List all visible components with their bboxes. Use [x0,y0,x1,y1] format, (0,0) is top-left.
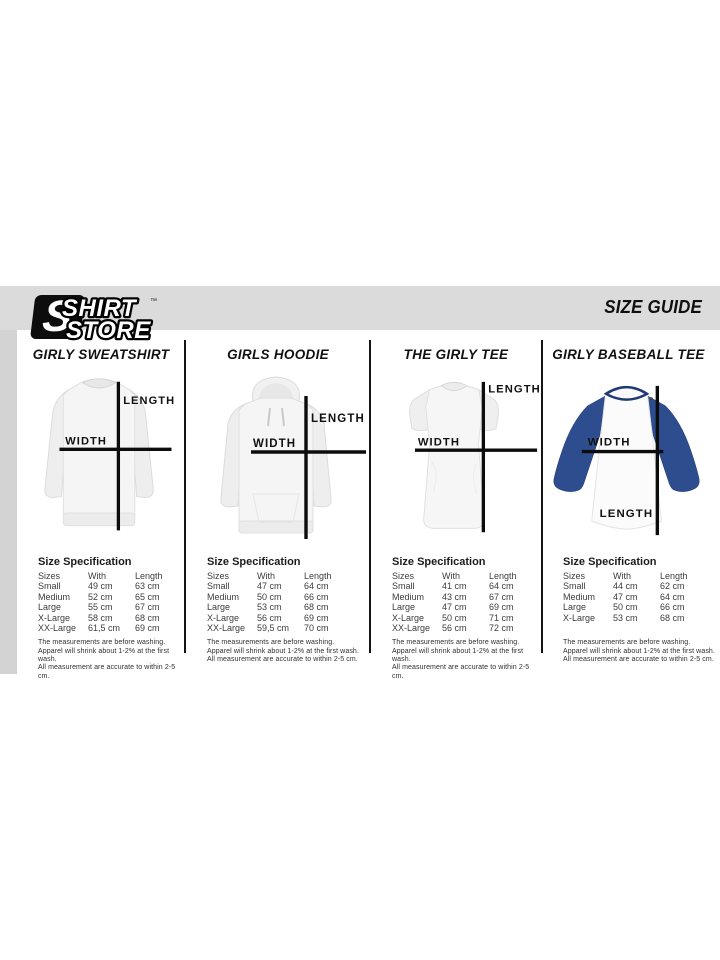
length-cell: 67 cm [489,591,514,602]
length-cell: 71 cm [489,612,514,623]
col-header-sizes: Sizes [207,571,230,581]
length-label: LENGTH [599,508,654,521]
body-shape [424,385,485,529]
table-row [563,613,715,623]
col-header-sizes: Sizes [563,571,586,581]
note-line: All measurement are accurate to within 2-5 cm. [38,664,176,680]
length-cell: 68 cm [660,612,685,623]
spec-rows [563,581,715,633]
table-row [563,581,715,591]
table-row [207,581,370,591]
hem-band [63,513,134,526]
size-spec [542,556,715,664]
table-row [38,613,185,623]
size-cell: X-Large [207,612,240,623]
length-cell: 69 cm [489,602,514,613]
note-line: The measurements are before washing. [563,639,691,647]
table-row [392,602,541,612]
width-cell: 53 cm [257,602,282,613]
width-label: WIDTH [253,438,297,450]
spec-heading: Size Specification [392,556,486,568]
measurement-notes [563,639,715,664]
table-row [392,592,541,602]
length-cell: 72 cm [489,623,514,634]
size-cell: Medium [563,591,596,602]
logo-s-icon: S [40,292,76,341]
width-cell: 53 cm [613,612,638,623]
product-title: GIRLY SWEATSHIRT [32,347,170,362]
length-cell: 62 cm [660,581,685,592]
size-cell: Medium [38,591,71,602]
width-cell: 50 cm [257,591,282,602]
width-cell: 50 cm [613,602,638,613]
size-cell: Medium [392,591,425,602]
col-header-sizes: Sizes [392,571,415,581]
spec-header-row [563,571,715,581]
spec-heading: Size Specification [207,556,301,568]
note-line: The measurements are before washing. [38,639,166,647]
width-label: WIDTH [417,436,461,449]
width-cell: 58 cm [88,612,113,623]
size-cell: Small [207,581,230,592]
col-header-width: With [88,571,106,581]
product-column-baseball-tee [542,330,715,672]
width-cell: 49 cm [88,581,113,592]
col-header-width: With [442,571,460,581]
note-line: Apparel will shrink about 1-2% at the first wash. [38,647,170,663]
length-cell: 68 cm [135,612,160,623]
col-header-length: Length [304,571,332,581]
measurement-notes [207,639,370,664]
size-cell: Small [392,581,415,592]
width-cell: 47 cm [613,591,638,602]
note-line: Apparel will shrink about 1-2% at the first wash. [207,647,359,655]
width-label: WIDTH [587,436,631,449]
spec-rows [207,581,370,633]
spec-heading: Size Specification [563,556,657,568]
hem-band [239,521,313,533]
length-label: LENGTH [488,383,541,396]
size-cell: Small [38,581,61,592]
length-cell: 70 cm [304,623,329,634]
length-label: LENGTH [123,394,176,407]
hoodie-illustration [186,374,370,546]
width-cell: 52 cm [88,591,113,602]
measurement-notes [392,639,541,680]
tee-illustration [371,374,541,546]
width-cell: 56 cm [257,612,282,623]
size-spec [186,556,370,664]
note-line: All measurement are accurate to within 2-5 cm. [207,656,358,663]
note-line: Apparel will shrink about 1-2% at the first wash. [563,647,715,655]
note-line: All measurement are accurate to within 2-5 cm. [392,664,530,680]
spec-heading: Size Specification [38,556,132,568]
table-row [392,613,541,623]
col-header-sizes: Sizes [38,571,61,581]
size-cell: Large [207,602,231,613]
width-cell: 43 cm [442,591,467,602]
brand-line1: SHIRT [62,295,137,322]
size-cell: XX-Large [392,623,431,634]
left-margin-strip [0,330,17,674]
note-line: Apparel will shrink about 1-2% at the first wash. [392,647,524,663]
length-cell: 63 cm [135,581,160,592]
table-row [207,613,370,623]
product-column-sweatshirt [17,330,185,680]
size-cell: Large [392,602,416,613]
spec-rows [392,581,541,633]
length-cell: 64 cm [489,581,514,592]
product-title: GIRLY BASEBALL TEE [552,347,705,362]
size-cell: X-Large [392,612,425,623]
size-cell: Large [38,602,62,613]
length-cell: 64 cm [660,591,685,602]
spec-header-row [392,571,541,581]
product-title: THE GIRLY TEE [403,347,509,362]
length-label: LENGTH [311,413,365,425]
width-cell: 56 cm [442,623,467,634]
table-row [207,623,370,633]
measurement-notes [38,639,185,680]
spec-header-row [207,571,370,581]
size-cell: XX-Large [38,623,77,634]
table-row [563,592,715,602]
table-row [563,602,715,612]
width-cell: 61,5 cm [88,623,121,634]
size-cell: Small [563,581,586,592]
brand-line2: STORE [66,317,151,344]
length-cell: 69 cm [304,612,329,623]
spec-rows [38,581,185,633]
length-cell: 66 cm [660,602,685,613]
table-row [207,602,370,612]
body-shape [239,398,313,533]
table-row [38,623,185,633]
col-header-length: Length [135,571,163,581]
width-cell: 59,5 cm [257,623,290,634]
page-title: SIZE GUIDE [604,297,702,317]
col-header-length: Length [660,571,688,581]
note-line: All measurement are accurate to within 2-5 cm. [563,656,714,663]
table-row [392,623,541,633]
length-cell: 64 cm [304,581,329,592]
length-cell: 65 cm [135,591,160,602]
col-header-width: With [257,571,275,581]
size-cell: X-Large [563,612,596,623]
col-header-length: Length [489,571,517,581]
length-cell: 68 cm [304,602,329,613]
width-cell: 44 cm [613,581,638,592]
table-row [38,602,185,612]
width-cell: 47 cm [257,581,282,592]
product-column-tee [371,330,541,680]
table-row [207,592,370,602]
note-line: The measurements are before washing. [392,639,520,647]
col-header-width: With [613,571,631,581]
size-spec [17,556,185,681]
product-title: GIRLS HOODIE [227,347,329,362]
width-cell: 50 cm [442,612,467,623]
table-row [392,581,541,591]
product-column-hoodie [186,330,370,672]
table-row [38,581,185,591]
sweatshirt-illustration [17,374,185,546]
width-label: WIDTH [65,435,107,448]
length-cell: 67 cm [135,602,160,613]
width-cell: 55 cm [88,602,113,613]
width-cell: 41 cm [442,581,467,592]
collar-tag-dot [650,397,653,400]
spec-header-row [38,571,185,581]
length-cell: 66 cm [304,591,329,602]
size-cell: Medium [207,591,240,602]
table-row [38,592,185,602]
width-cell: 47 cm [442,602,467,613]
length-cell: 69 cm [135,623,160,634]
size-cell: Large [563,602,587,613]
size-cell: XX-Large [207,623,246,634]
size-cell: X-Large [38,612,71,623]
note-line: The measurements are before washing. [207,639,335,647]
baseball-tee-illustration [542,374,715,546]
trademark-mark: ™ [150,298,157,305]
size-spec [371,556,541,681]
